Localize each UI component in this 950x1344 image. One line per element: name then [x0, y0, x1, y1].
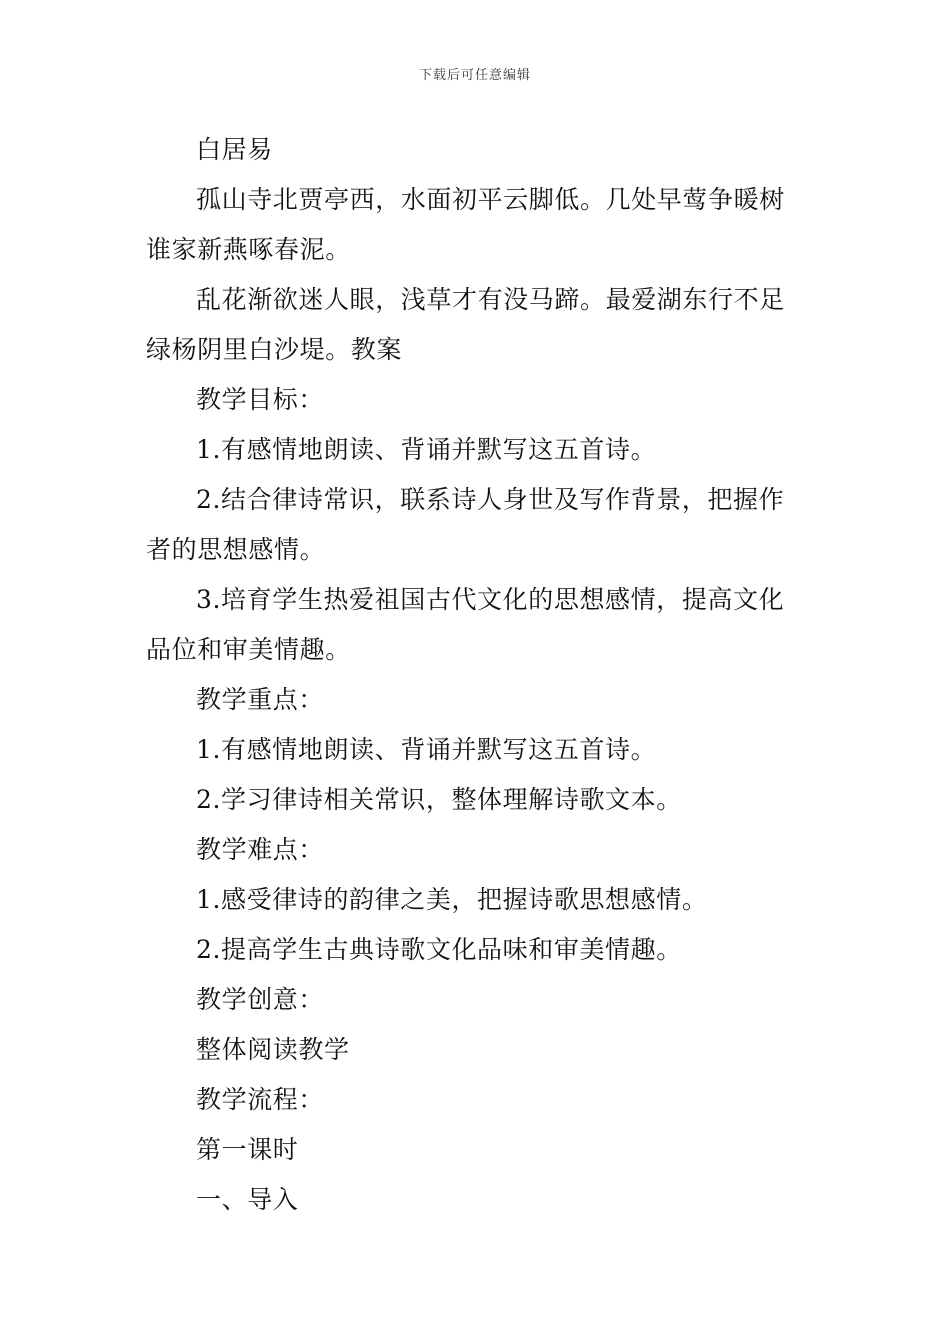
poem-line-2: 乱花渐欲迷人眼，浅草才有没马蹄。最爱湖东行不足绿杨阴里白沙堤。教案: [146, 285, 785, 364]
section-heading-objectives: 教学目标：: [196, 385, 325, 414]
objective-item-3: 3.培育学生热爱祖国古代文化的思想感情，提高文化品位和审美情趣。: [146, 585, 785, 664]
document-body: [146, 125, 808, 1225]
section-heading-creative-idea: 教学创意：: [196, 985, 325, 1014]
key-point-item-1: 1.有感情地朗读、背诵并默写这五首诗。: [196, 735, 657, 764]
poem-line-1: 孤山寺北贾亭西，水面初平云脚低。几处早莺争暖树谁家新燕啄春泥。: [146, 185, 785, 264]
lesson-period-label: 第一课时: [196, 1135, 299, 1164]
creative-idea-text: 整体阅读教学: [196, 1035, 350, 1064]
page-header-note: 下载后可任意编辑: [418, 68, 531, 83]
section-heading-key-points: 教学重点：: [196, 685, 325, 714]
key-point-item-2: 2.学习律诗相关常识，整体理解诗歌文本。: [196, 785, 682, 814]
objective-item-2: 2.结合律诗常识，联系诗人身世及写作背景，把握作者的思想感情。: [146, 485, 785, 564]
difficulty-item-1: 1.感受律诗的韵律之美，把握诗歌思想感情。: [196, 885, 708, 914]
step-heading-introduction: 一、导入: [196, 1185, 299, 1214]
author-line: 白居易: [196, 135, 273, 164]
section-heading-difficulties: 教学难点：: [196, 835, 325, 864]
section-heading-process: 教学流程：: [196, 1085, 325, 1114]
objective-item-1: 1.有感情地朗读、背诵并默写这五首诗。: [196, 435, 657, 464]
difficulty-item-2: 2.提高学生古典诗歌文化品味和审美情趣。: [196, 935, 682, 964]
